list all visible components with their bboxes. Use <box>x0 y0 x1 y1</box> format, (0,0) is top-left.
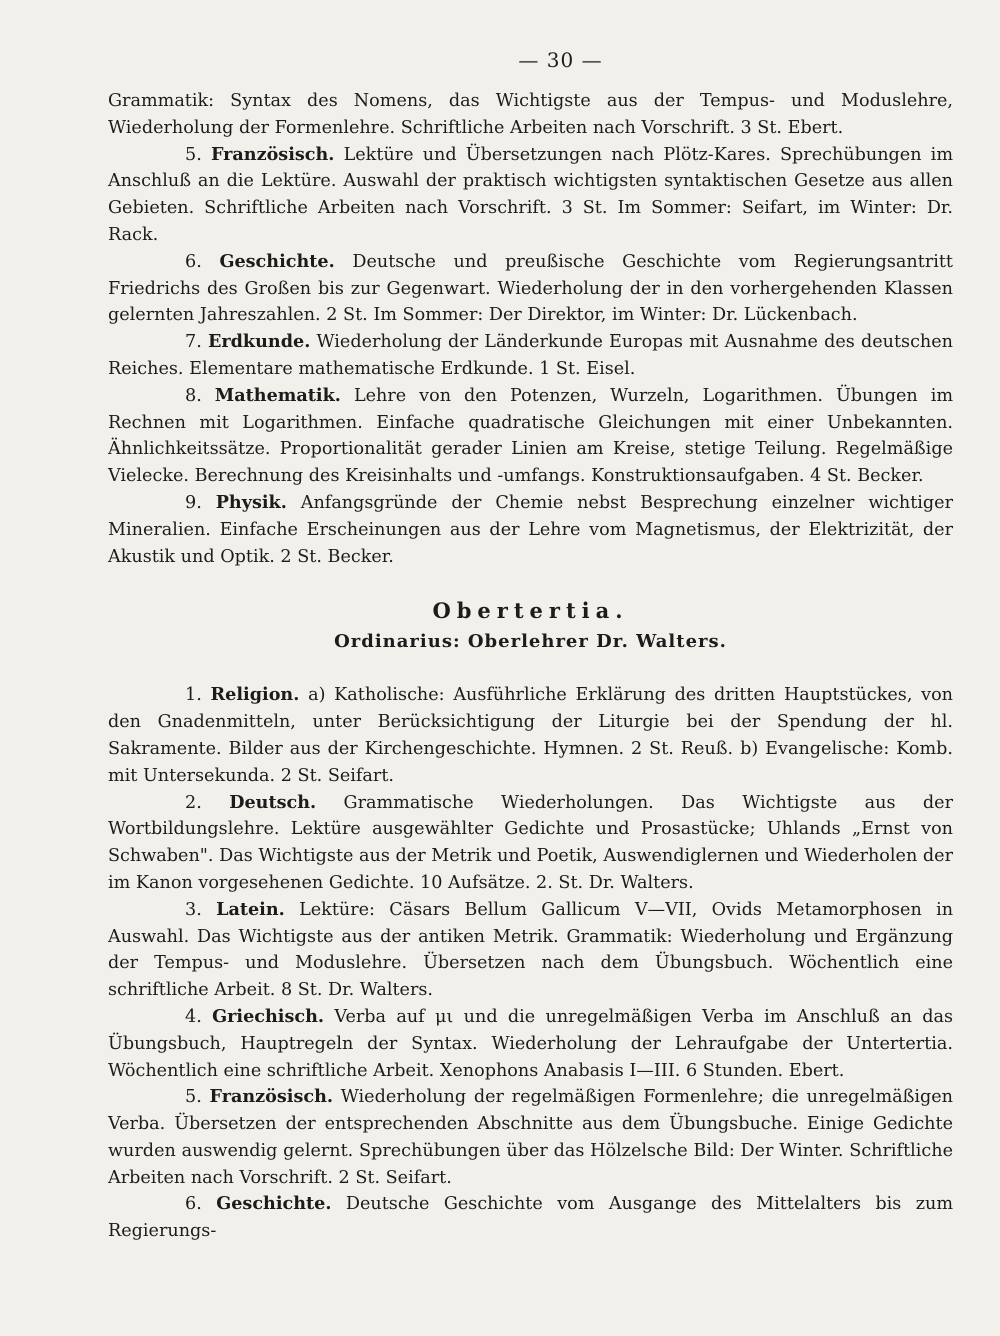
page-number: — 30 — <box>518 48 603 72</box>
paragraph-text: Wiederholung der regelmäßigen Formenlehre; die unregelmäßigen Verba. Übersetzen der entsprechenden Abschnitte aus dem Übungsbuche. Einige Gedichte wurden auswendig gelernt. Sprechübungen über das Hölzelsche Bild: Der Winter. Schriftliche Arbeiten nach Vorschrift. 2 St. Seifart. <box>108 1087 953 1188</box>
paragraph-text: Wiederholung der Länderkunde Europas mit Ausnahme des deutschen Reiches. Elementare mathematische Erdkunde. 1 St. Eisel. <box>108 332 954 379</box>
paragraph-religion <box>108 682 953 789</box>
item-number: 8. <box>185 385 202 406</box>
item-number: 1. <box>185 685 202 706</box>
subject-heading: Mathematik. <box>214 384 341 406</box>
item-number: 5. <box>185 144 202 165</box>
paragraph-griechisch <box>108 1004 953 1084</box>
subject-heading: Latein. <box>216 898 285 920</box>
paragraph-text: Deutsche und preußische Geschichte vom Regierungsantritt Friedrichs des Großen bis zur Gegenwart. Wiederholung der in den vorhergehenden Klassen gelernten Jahreszahlen. 2 St. Im Sommer: Der Direktor, im Winter: Dr. Lückenbach. <box>108 251 953 326</box>
paragraph-text: Lektüre und Übersetzungen nach Plötz-Kares. Sprechübungen im Anschluß an die Lektüre. Auswahl der praktisch wichtigsten syntaktischen Gesetze aus allen Gebieten. Schriftliche Arbeiten nach Vorschrift. 3 St. Im Sommer: Seifart, im Winter: Dr. Rack. <box>108 144 953 245</box>
subject-heading: Geschichte. <box>216 1193 332 1215</box>
subject-heading: Physik. <box>215 491 287 513</box>
item-number: 6. <box>185 1194 202 1215</box>
item-number: 4. <box>185 1006 202 1027</box>
paragraph-text: a) Katholische: Ausführliche Erklärung des dritten Hauptstückes, von den Gnadenmitteln, unter Berücksichtigung der Liturgie bei der Spendung der hl. Sakramente. Bilder aus der Kirchengeschichte. Hymnen. 2 St. Reuß. b) Evangelische: Komb. mit Untersekunda. 2 St. Seifart. <box>108 685 954 786</box>
paragraph-geschichte-1 <box>108 249 953 329</box>
paragraph-text: Lektüre: Cäsars Bellum Gallicum V—VII, Ovids Metamorphosen in Auswahl. Das Wichtigste aus der antiken Metrik. Grammatik: Wiederholung und Ergänzung der Tempus- und Moduslehre. Übersetzen nach dem Übungsbuch. Wöchentlich eine schriftliche Arbeit. 8 St. Dr. Walters. <box>108 899 954 1001</box>
item-number: 6. <box>185 251 202 272</box>
item-number: 2. <box>185 792 202 813</box>
paragraph-text: Deutsche Geschichte vom Ausgange des Mittelalters bis zum Regierungs- <box>108 1194 954 1242</box>
section-heading: Obertertia. <box>432 598 629 624</box>
paragraph-text: Verba auf μι und die unregelmäßigen Verba im Anschluß an das Übungsbuch, Hauptregeln der Syntax. Wiederholung der Lehraufgabe der Untertertia. Wöchentlich eine schriftliche Arbeit. Xenophons Anabasis I—III. 6 Stunden. Ebert. <box>108 1006 954 1081</box>
document-page <box>108 48 953 1245</box>
paragraph-deutsch <box>108 790 953 897</box>
subject-heading: Deutsch. <box>229 791 317 813</box>
paragraph-franzoesisch-1 <box>108 142 953 249</box>
item-number: 9. <box>185 492 202 513</box>
item-number: 3. <box>185 899 202 920</box>
subject-heading: Griechisch. <box>212 1005 325 1027</box>
paragraph-erdkunde <box>108 329 953 383</box>
paragraph-latein <box>108 897 953 1004</box>
subject-heading: Religion. <box>210 684 300 706</box>
paragraph-geschichte-2 <box>108 1191 953 1245</box>
ordinarius-line: Ordinarius: Oberlehrer Dr. Walters. <box>334 631 727 653</box>
paragraph-physik <box>108 490 953 570</box>
item-number: 7. <box>185 332 202 353</box>
paragraph-text: Anfangsgründe der Chemie nebst Besprechung einzelner wichtiger Mineralien. Einfache Erscheinungen aus der Lehre vom Magnetismus, der Elektrizität, der Akustik und Optik. 2 St. Becker. <box>108 492 954 567</box>
paragraph-franzoesisch-2 <box>108 1084 953 1191</box>
item-number: 5. <box>185 1087 202 1108</box>
subject-heading: Französisch. <box>209 1086 334 1108</box>
paragraph-grammar-continued: Grammatik: Syntax des Nomens, das Wichtigste aus der Tempus- und Moduslehre, Wiederholung der Formenlehre. Schriftliche Arbeiten nach Vorschrift. 3 St. Ebert. <box>108 91 953 138</box>
paragraph-text: Lehre von den Potenzen, Wurzeln, Logarithmen. Übungen im Rechnen mit Logarithmen. Einfache quadratische Gleichungen mit einer Unbekannten. Ähnlichkeitssätze. Proportionalität gerader Linien am Kreise, stetige Teilung. Regelmäßige Vielecke. Berechnung des Kreisinhalts und -umfangs. Konstruktionsaufgaben. 4 St. Becker. <box>108 385 954 487</box>
subject-heading: Französisch. <box>210 143 335 165</box>
subject-heading: Geschichte. <box>219 250 335 272</box>
paragraph-mathematik <box>108 383 953 490</box>
subject-heading: Erdkunde. <box>207 331 311 353</box>
paragraph-text: Grammatische Wiederholungen. Das Wichtigste aus der Wortbildungslehre. Lektüre ausgewählter Gedichte und Prosastücke; Uhlands „Ernst von Schwaben". Das Wichtigste aus der Metrik und Poetik, Auswendiglernen und Wiederholen der im Kanon vorgesehenen Gedichte. 10 Aufsätze. 2. St. Dr. Walters. <box>108 792 953 893</box>
